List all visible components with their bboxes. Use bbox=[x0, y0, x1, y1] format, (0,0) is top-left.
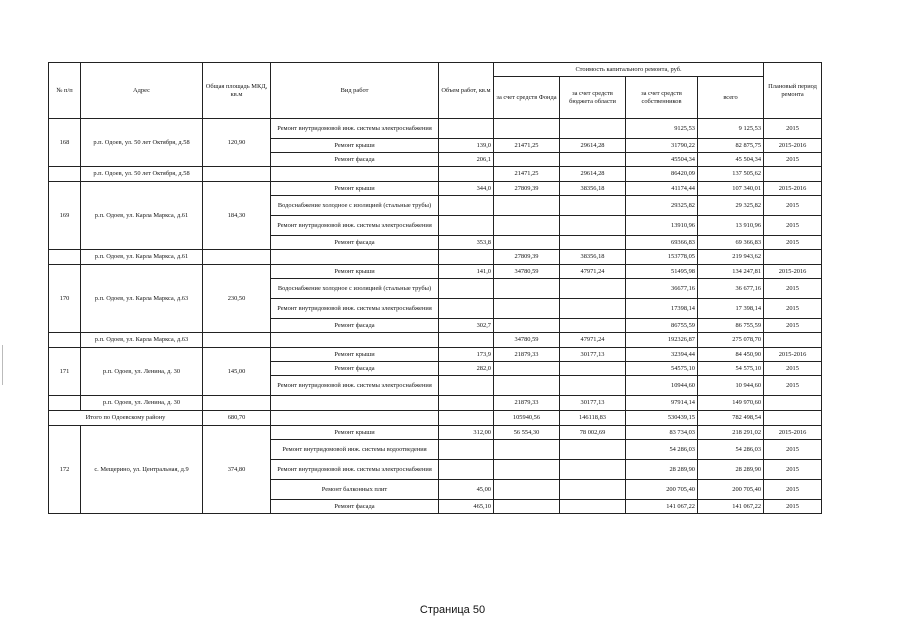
volume-cell: 139,0 bbox=[439, 139, 494, 153]
owners-cell: 29325,82 bbox=[626, 196, 698, 216]
subtotal-empty bbox=[271, 167, 439, 182]
work-type-cell: Ремонт крыши bbox=[271, 348, 439, 362]
volume-cell bbox=[439, 460, 494, 480]
region-cell: 78 002,69 bbox=[560, 426, 626, 440]
work-type-cell: Ремонт фасада bbox=[271, 500, 439, 514]
header-address: Адрес bbox=[81, 63, 203, 119]
region-cell bbox=[560, 236, 626, 250]
period-cell: 2015 bbox=[764, 299, 822, 319]
owners-cell: 28 289,90 bbox=[626, 460, 698, 480]
period-cell: 2015 bbox=[764, 460, 822, 480]
period-cell: 2015-2016 bbox=[764, 139, 822, 153]
header-cost-group: Стоимость капитального ремонта, руб. bbox=[494, 63, 764, 77]
volume-cell bbox=[439, 196, 494, 216]
subtotal-empty bbox=[764, 167, 822, 182]
header-row bbox=[49, 63, 822, 77]
owners-cell: 9125,53 bbox=[626, 119, 698, 139]
house-address: р.п. Одоев, ул. 50 лет Октября, д.58 bbox=[81, 119, 203, 167]
region-cell bbox=[560, 480, 626, 500]
house-area: 145,00 bbox=[203, 348, 271, 396]
subtotal-empty bbox=[439, 396, 494, 411]
volume-cell: 141,0 bbox=[439, 265, 494, 279]
subtotal-spacer bbox=[49, 333, 81, 348]
work-type-cell: Ремонт внутридомовой инж. системы электроснабжения bbox=[271, 376, 439, 396]
subtotal-region: 47971,24 bbox=[560, 333, 626, 348]
subtotal-fund: 21471,25 bbox=[494, 167, 560, 182]
house-area: 184,30 bbox=[203, 182, 271, 250]
total-cell: 45 504,34 bbox=[698, 153, 764, 167]
owners-cell: 17398,14 bbox=[626, 299, 698, 319]
subtotal-empty bbox=[764, 333, 822, 348]
subtotal-empty bbox=[203, 396, 271, 411]
volume-cell: 302,7 bbox=[439, 319, 494, 333]
header-region: за счет средств бюджета области bbox=[560, 77, 626, 119]
volume-cell: 206,1 bbox=[439, 153, 494, 167]
house-area: 120,90 bbox=[203, 119, 271, 167]
region-cell bbox=[560, 460, 626, 480]
owners-cell: 200 705,40 bbox=[626, 480, 698, 500]
owners-cell: 83 734,03 bbox=[626, 426, 698, 440]
house-number: 170 bbox=[49, 265, 81, 333]
region-cell bbox=[560, 376, 626, 396]
total-cell: 9 125,53 bbox=[698, 119, 764, 139]
fund-cell bbox=[494, 500, 560, 514]
fund-cell: 27809,39 bbox=[494, 182, 560, 196]
fund-cell bbox=[494, 196, 560, 216]
period-cell: 2015-2016 bbox=[764, 426, 822, 440]
total-cell: 17 398,14 bbox=[698, 299, 764, 319]
house-address: р.п. Одоев, ул. Карла Маркса, д.61 bbox=[81, 182, 203, 250]
period-cell: 2015 bbox=[764, 319, 822, 333]
owners-cell: 86755,59 bbox=[626, 319, 698, 333]
region-cell bbox=[560, 500, 626, 514]
owners-cell: 54 286,03 bbox=[626, 440, 698, 460]
subtotal-owners: 153778,05 bbox=[626, 250, 698, 265]
subtotal-empty bbox=[439, 167, 494, 182]
header-owners: за счет средств собственников bbox=[626, 77, 698, 119]
owners-cell: 10944,60 bbox=[626, 376, 698, 396]
subtotal-total: 275 078,70 bbox=[698, 333, 764, 348]
fund-cell: 34780,59 bbox=[494, 265, 560, 279]
district-total-area: 680,70 bbox=[203, 411, 271, 426]
period-cell: 2015 bbox=[764, 196, 822, 216]
fund-cell: 21471,25 bbox=[494, 139, 560, 153]
total-cell: 29 325,82 bbox=[698, 196, 764, 216]
header-work-type: Вид работ bbox=[271, 63, 439, 119]
subtotal-fund: 34780,59 bbox=[494, 333, 560, 348]
period-cell: 2015 bbox=[764, 153, 822, 167]
district-total-empty bbox=[764, 411, 822, 426]
house-number: 172 bbox=[49, 426, 81, 514]
work-type-cell: Ремонт внутридомовой инж. системы электроснабжения bbox=[271, 460, 439, 480]
subtotal-owners: 86420,09 bbox=[626, 167, 698, 182]
subtotal-empty bbox=[439, 250, 494, 265]
total-cell: 69 366,83 bbox=[698, 236, 764, 250]
house-number: 169 bbox=[49, 182, 81, 250]
subtotal-empty bbox=[764, 396, 822, 411]
volume-cell bbox=[439, 299, 494, 319]
work-type-cell: Ремонт внутридомовой инж. системы электроснабжения bbox=[271, 299, 439, 319]
fund-cell bbox=[494, 279, 560, 299]
fund-cell bbox=[494, 319, 560, 333]
house-number: 171 bbox=[49, 348, 81, 396]
work-type-cell: Ремонт крыши bbox=[271, 139, 439, 153]
district-total-fund: 105940,56 bbox=[494, 411, 560, 426]
region-cell: 30177,13 bbox=[560, 348, 626, 362]
subtotal-label: р.п. Одоев, ул. Ленина, д. 30 bbox=[81, 396, 203, 411]
header-total: всего bbox=[698, 77, 764, 119]
subtotal-total: 137 505,62 bbox=[698, 167, 764, 182]
page-number: Страница 50 bbox=[419, 604, 486, 616]
owners-cell: 54575,10 bbox=[626, 362, 698, 376]
fund-cell bbox=[494, 460, 560, 480]
owners-cell: 36677,16 bbox=[626, 279, 698, 299]
volume-cell: 465,10 bbox=[439, 500, 494, 514]
work-type-cell: Ремонт фасада bbox=[271, 153, 439, 167]
header-volume: Объем работ, кв.м bbox=[439, 63, 494, 119]
region-cell bbox=[560, 279, 626, 299]
volume-cell bbox=[439, 376, 494, 396]
period-cell: 2015 bbox=[764, 119, 822, 139]
total-cell: 218 291,02 bbox=[698, 426, 764, 440]
house-address: р.п. Одоев, ул. Ленина, д. 30 bbox=[81, 348, 203, 396]
subtotal-region: 29614,28 bbox=[560, 167, 626, 182]
subtotal-empty bbox=[271, 333, 439, 348]
subtotal-empty bbox=[203, 167, 271, 182]
owners-cell: 13910,96 bbox=[626, 216, 698, 236]
region-cell bbox=[560, 216, 626, 236]
total-cell: 141 067,22 bbox=[698, 500, 764, 514]
period-cell: 2015 bbox=[764, 362, 822, 376]
total-cell: 200 705,40 bbox=[698, 480, 764, 500]
volume-cell: 353,8 bbox=[439, 236, 494, 250]
subtotal-row bbox=[49, 167, 822, 182]
table-body bbox=[49, 119, 822, 514]
owners-cell: 141 067,22 bbox=[626, 500, 698, 514]
subtotal-empty bbox=[439, 333, 494, 348]
subtotal-row bbox=[49, 396, 822, 411]
work-type-cell: Ремонт крыши bbox=[271, 182, 439, 196]
period-cell: 2015 bbox=[764, 236, 822, 250]
region-cell bbox=[560, 153, 626, 167]
work-type-cell: Ремонт внутридомовой инж. системы электроснабжения bbox=[271, 216, 439, 236]
total-cell: 82 875,75 bbox=[698, 139, 764, 153]
subtotal-owners: 192326,87 bbox=[626, 333, 698, 348]
volume-cell bbox=[439, 216, 494, 236]
subtotal-spacer bbox=[49, 396, 81, 411]
region-cell bbox=[560, 440, 626, 460]
subtotal-empty bbox=[271, 396, 439, 411]
house-address: с. Мещерино, ул. Центральная, д.9 bbox=[81, 426, 203, 514]
district-total-region: 146118,83 bbox=[560, 411, 626, 426]
owners-cell: 31790,22 bbox=[626, 139, 698, 153]
volume-cell: 282,0 bbox=[439, 362, 494, 376]
total-cell: 10 944,60 bbox=[698, 376, 764, 396]
total-cell: 54 286,03 bbox=[698, 440, 764, 460]
district-total-label: Итого по Одоевскому району bbox=[49, 411, 203, 426]
work-type-cell: Водоснабжение холодное с изоляцией (стальные трубы) bbox=[271, 279, 439, 299]
total-cell: 86 755,59 bbox=[698, 319, 764, 333]
volume-cell: 344,0 bbox=[439, 182, 494, 196]
fund-cell bbox=[494, 153, 560, 167]
subtotal-owners: 97914,14 bbox=[626, 396, 698, 411]
period-cell: 2015 bbox=[764, 500, 822, 514]
fund-cell bbox=[494, 440, 560, 460]
owners-cell: 69366,83 bbox=[626, 236, 698, 250]
margin-mark bbox=[2, 345, 3, 385]
house-area: 230,50 bbox=[203, 265, 271, 333]
subtotal-label: р.п. Одоев, ул. Карла Маркса, д.61 bbox=[81, 250, 203, 265]
work-type-cell: Ремонт фасада bbox=[271, 236, 439, 250]
subtotal-label: р.п. Одоев, ул. 50 лет Октября, д.58 bbox=[81, 167, 203, 182]
subtotal-empty bbox=[203, 250, 271, 265]
owners-cell: 45504,34 bbox=[626, 153, 698, 167]
work-type-cell: Ремонт внутридомовой инж. системы водоотведения bbox=[271, 440, 439, 460]
period-cell: 2015 bbox=[764, 216, 822, 236]
work-type-cell: Ремонт балконных плит bbox=[271, 480, 439, 500]
house-area: 374,80 bbox=[203, 426, 271, 514]
fund-cell bbox=[494, 216, 560, 236]
house-number: 168 bbox=[49, 119, 81, 167]
volume-cell bbox=[439, 119, 494, 139]
district-total-empty bbox=[271, 411, 439, 426]
header-period: Плановый период ремонта bbox=[764, 63, 822, 119]
period-cell: 2015-2016 bbox=[764, 182, 822, 196]
fund-cell: 56 554,30 bbox=[494, 426, 560, 440]
region-cell bbox=[560, 299, 626, 319]
total-cell: 54 575,10 bbox=[698, 362, 764, 376]
period-cell: 2015 bbox=[764, 480, 822, 500]
subtotal-empty bbox=[203, 333, 271, 348]
volume-cell: 173,9 bbox=[439, 348, 494, 362]
period-cell: 2015 bbox=[764, 376, 822, 396]
work-type-cell: Ремонт фасада bbox=[271, 362, 439, 376]
subtotal-total: 219 943,62 bbox=[698, 250, 764, 265]
region-cell: 38356,18 bbox=[560, 182, 626, 196]
volume-cell bbox=[439, 440, 494, 460]
house-address: р.п. Одоев, ул. Карла Маркса, д.63 bbox=[81, 265, 203, 333]
district-total-total: 782 498,54 bbox=[698, 411, 764, 426]
district-total-owners: 530439,15 bbox=[626, 411, 698, 426]
table-row bbox=[49, 348, 822, 362]
work-type-cell: Ремонт внутридомовой инж. системы электроснабжения bbox=[271, 119, 439, 139]
subtotal-fund: 21879,33 bbox=[494, 396, 560, 411]
header-area: Общая площадь МКД, кв.м bbox=[203, 63, 271, 119]
header-fund: за счет средств Фонда bbox=[494, 77, 560, 119]
table-row bbox=[49, 119, 822, 139]
subtotal-spacer bbox=[49, 167, 81, 182]
fund-cell bbox=[494, 119, 560, 139]
owners-cell: 51495,98 bbox=[626, 265, 698, 279]
period-cell: 2015-2016 bbox=[764, 348, 822, 362]
subtotal-region: 38356,18 bbox=[560, 250, 626, 265]
total-cell: 107 340,01 bbox=[698, 182, 764, 196]
region-cell bbox=[560, 196, 626, 216]
total-cell: 13 910,96 bbox=[698, 216, 764, 236]
fund-cell bbox=[494, 362, 560, 376]
volume-cell bbox=[439, 279, 494, 299]
subtotal-row bbox=[49, 333, 822, 348]
work-type-cell: Ремонт крыши bbox=[271, 426, 439, 440]
subtotal-empty bbox=[764, 250, 822, 265]
subtotal-region: 30177,13 bbox=[560, 396, 626, 411]
district-total-empty bbox=[439, 411, 494, 426]
work-type-cell: Ремонт фасада bbox=[271, 319, 439, 333]
fund-cell: 21879,33 bbox=[494, 348, 560, 362]
region-cell bbox=[560, 362, 626, 376]
table-row bbox=[49, 182, 822, 196]
total-cell: 28 289,90 bbox=[698, 460, 764, 480]
subtotal-label: р.п. Одоев, ул. Карла Маркса, д.63 bbox=[81, 333, 203, 348]
fund-cell bbox=[494, 236, 560, 250]
region-cell: 47971,24 bbox=[560, 265, 626, 279]
region-cell: 29614,28 bbox=[560, 139, 626, 153]
owners-cell: 32394,44 bbox=[626, 348, 698, 362]
volume-cell: 45,00 bbox=[439, 480, 494, 500]
period-cell: 2015 bbox=[764, 440, 822, 460]
fund-cell bbox=[494, 299, 560, 319]
volume-cell: 312,00 bbox=[439, 426, 494, 440]
subtotal-fund: 27809,39 bbox=[494, 250, 560, 265]
total-cell: 134 247,81 bbox=[698, 265, 764, 279]
fund-cell bbox=[494, 480, 560, 500]
total-cell: 36 677,16 bbox=[698, 279, 764, 299]
owners-cell: 41174,44 bbox=[626, 182, 698, 196]
region-cell bbox=[560, 119, 626, 139]
period-cell: 2015-2016 bbox=[764, 265, 822, 279]
subtotal-total: 149 970,60 bbox=[698, 396, 764, 411]
table-row bbox=[49, 265, 822, 279]
repair-plan-table bbox=[48, 62, 822, 514]
subtotal-row bbox=[49, 250, 822, 265]
subtotal-spacer bbox=[49, 250, 81, 265]
header-num: № п/п bbox=[49, 63, 81, 119]
fund-cell bbox=[494, 376, 560, 396]
work-type-cell: Ремонт крыши bbox=[271, 265, 439, 279]
work-type-cell: Водоснабжение холодное с изоляцией (стальные трубы) bbox=[271, 196, 439, 216]
district-total-row bbox=[49, 411, 822, 426]
total-cell: 84 450,90 bbox=[698, 348, 764, 362]
region-cell bbox=[560, 319, 626, 333]
period-cell: 2015 bbox=[764, 279, 822, 299]
subtotal-empty bbox=[271, 250, 439, 265]
table-row bbox=[49, 426, 822, 440]
